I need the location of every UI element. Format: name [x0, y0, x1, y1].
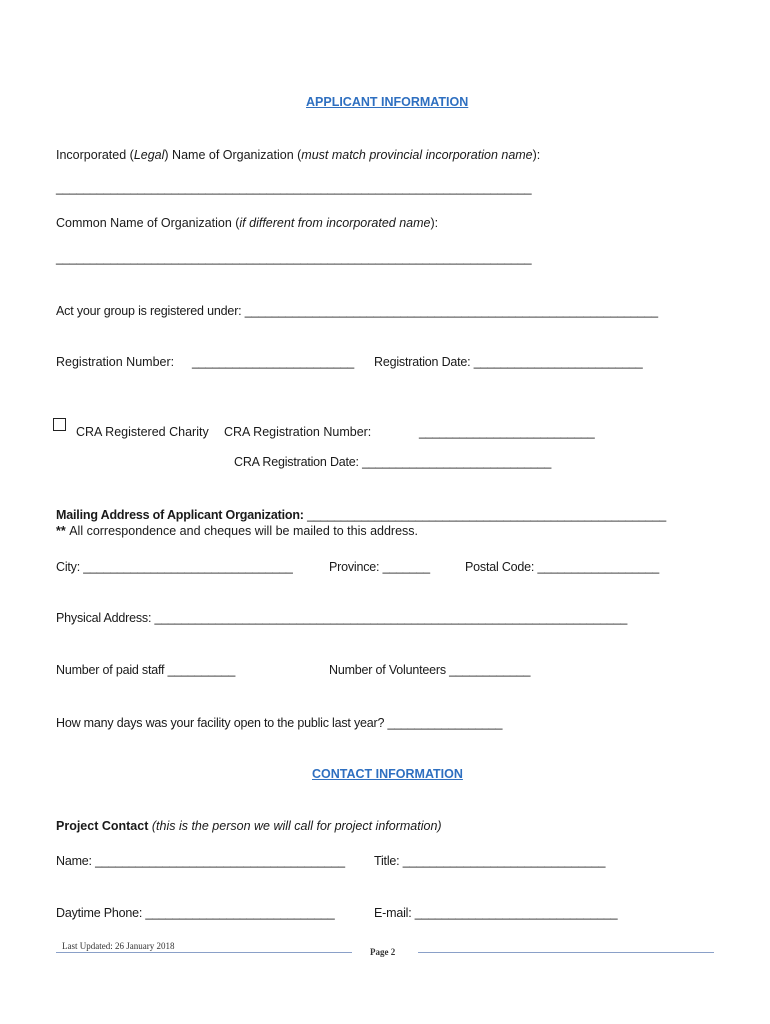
mailing-note: ** All correspondence and cheques will be mailed to this address. — [56, 524, 419, 538]
volunteers-field[interactable]: Number of Volunteers ____________ — [329, 663, 531, 677]
registration-number-field[interactable]: ________________________ — [192, 355, 355, 369]
contact-title-field[interactable]: Title: ______________________________ — [374, 854, 606, 868]
last-updated: Last Updated: 26 January 2018 — [62, 941, 175, 951]
cra-date-field[interactable]: CRA Registration Date: ____________________________ — [234, 455, 552, 469]
cra-number-field[interactable]: __________________________ — [419, 425, 595, 439]
footer-rule-left — [56, 952, 352, 953]
province-field[interactable]: Province: _______ — [329, 560, 430, 574]
contact-name-field[interactable]: Name: _____________________________________ — [56, 854, 345, 868]
physical-address-field[interactable]: Physical Address: ______________________________________________________________________ — [56, 611, 628, 625]
incorporated-name-field[interactable]: ______________________________________________________________________ — [56, 181, 532, 195]
common-name-label: Common Name of Organization (if different from incorporated name): — [56, 216, 439, 230]
cra-charity-label: CRA Registered Charity — [76, 425, 209, 439]
project-contact-label: Project Contact (this is the person we will call for project information) — [56, 819, 442, 833]
act-registered-field[interactable]: Act your group is registered under: _____________________________________________________________ — [56, 304, 658, 318]
cra-charity-checkbox[interactable] — [53, 418, 66, 431]
email-field[interactable]: E-mail: ______________________________ — [374, 906, 618, 920]
days-open-field[interactable]: How many days was your facility open to the public last year? _________________ — [56, 716, 503, 730]
common-name-field[interactable]: ______________________________________________________________________ — [56, 251, 532, 265]
registration-number-label: Registration Number: — [56, 355, 175, 369]
page-number: Page 2 — [370, 947, 396, 957]
city-field[interactable]: City: _______________________________ — [56, 560, 293, 574]
paid-staff-field[interactable]: Number of paid staff __________ — [56, 663, 236, 677]
mailing-address-field[interactable]: Mailing Address of Applicant Organization: _____________________________________________________ — [56, 508, 666, 522]
applicant-heading: APPLICANT INFORMATION — [306, 95, 469, 109]
incorporated-name-label: Incorporated (Legal) Name of Organization (must match provincial incorporation name): — [56, 148, 541, 162]
cra-number-label: CRA Registration Number: — [224, 425, 372, 439]
contact-heading: CONTACT INFORMATION — [312, 767, 463, 781]
registration-date-field[interactable]: Registration Date: _________________________ — [374, 355, 643, 369]
daytime-phone-field[interactable]: Daytime Phone: ____________________________ — [56, 906, 335, 920]
footer-rule-right — [418, 952, 714, 953]
postal-code-field[interactable]: Postal Code: __________________ — [465, 560, 659, 574]
